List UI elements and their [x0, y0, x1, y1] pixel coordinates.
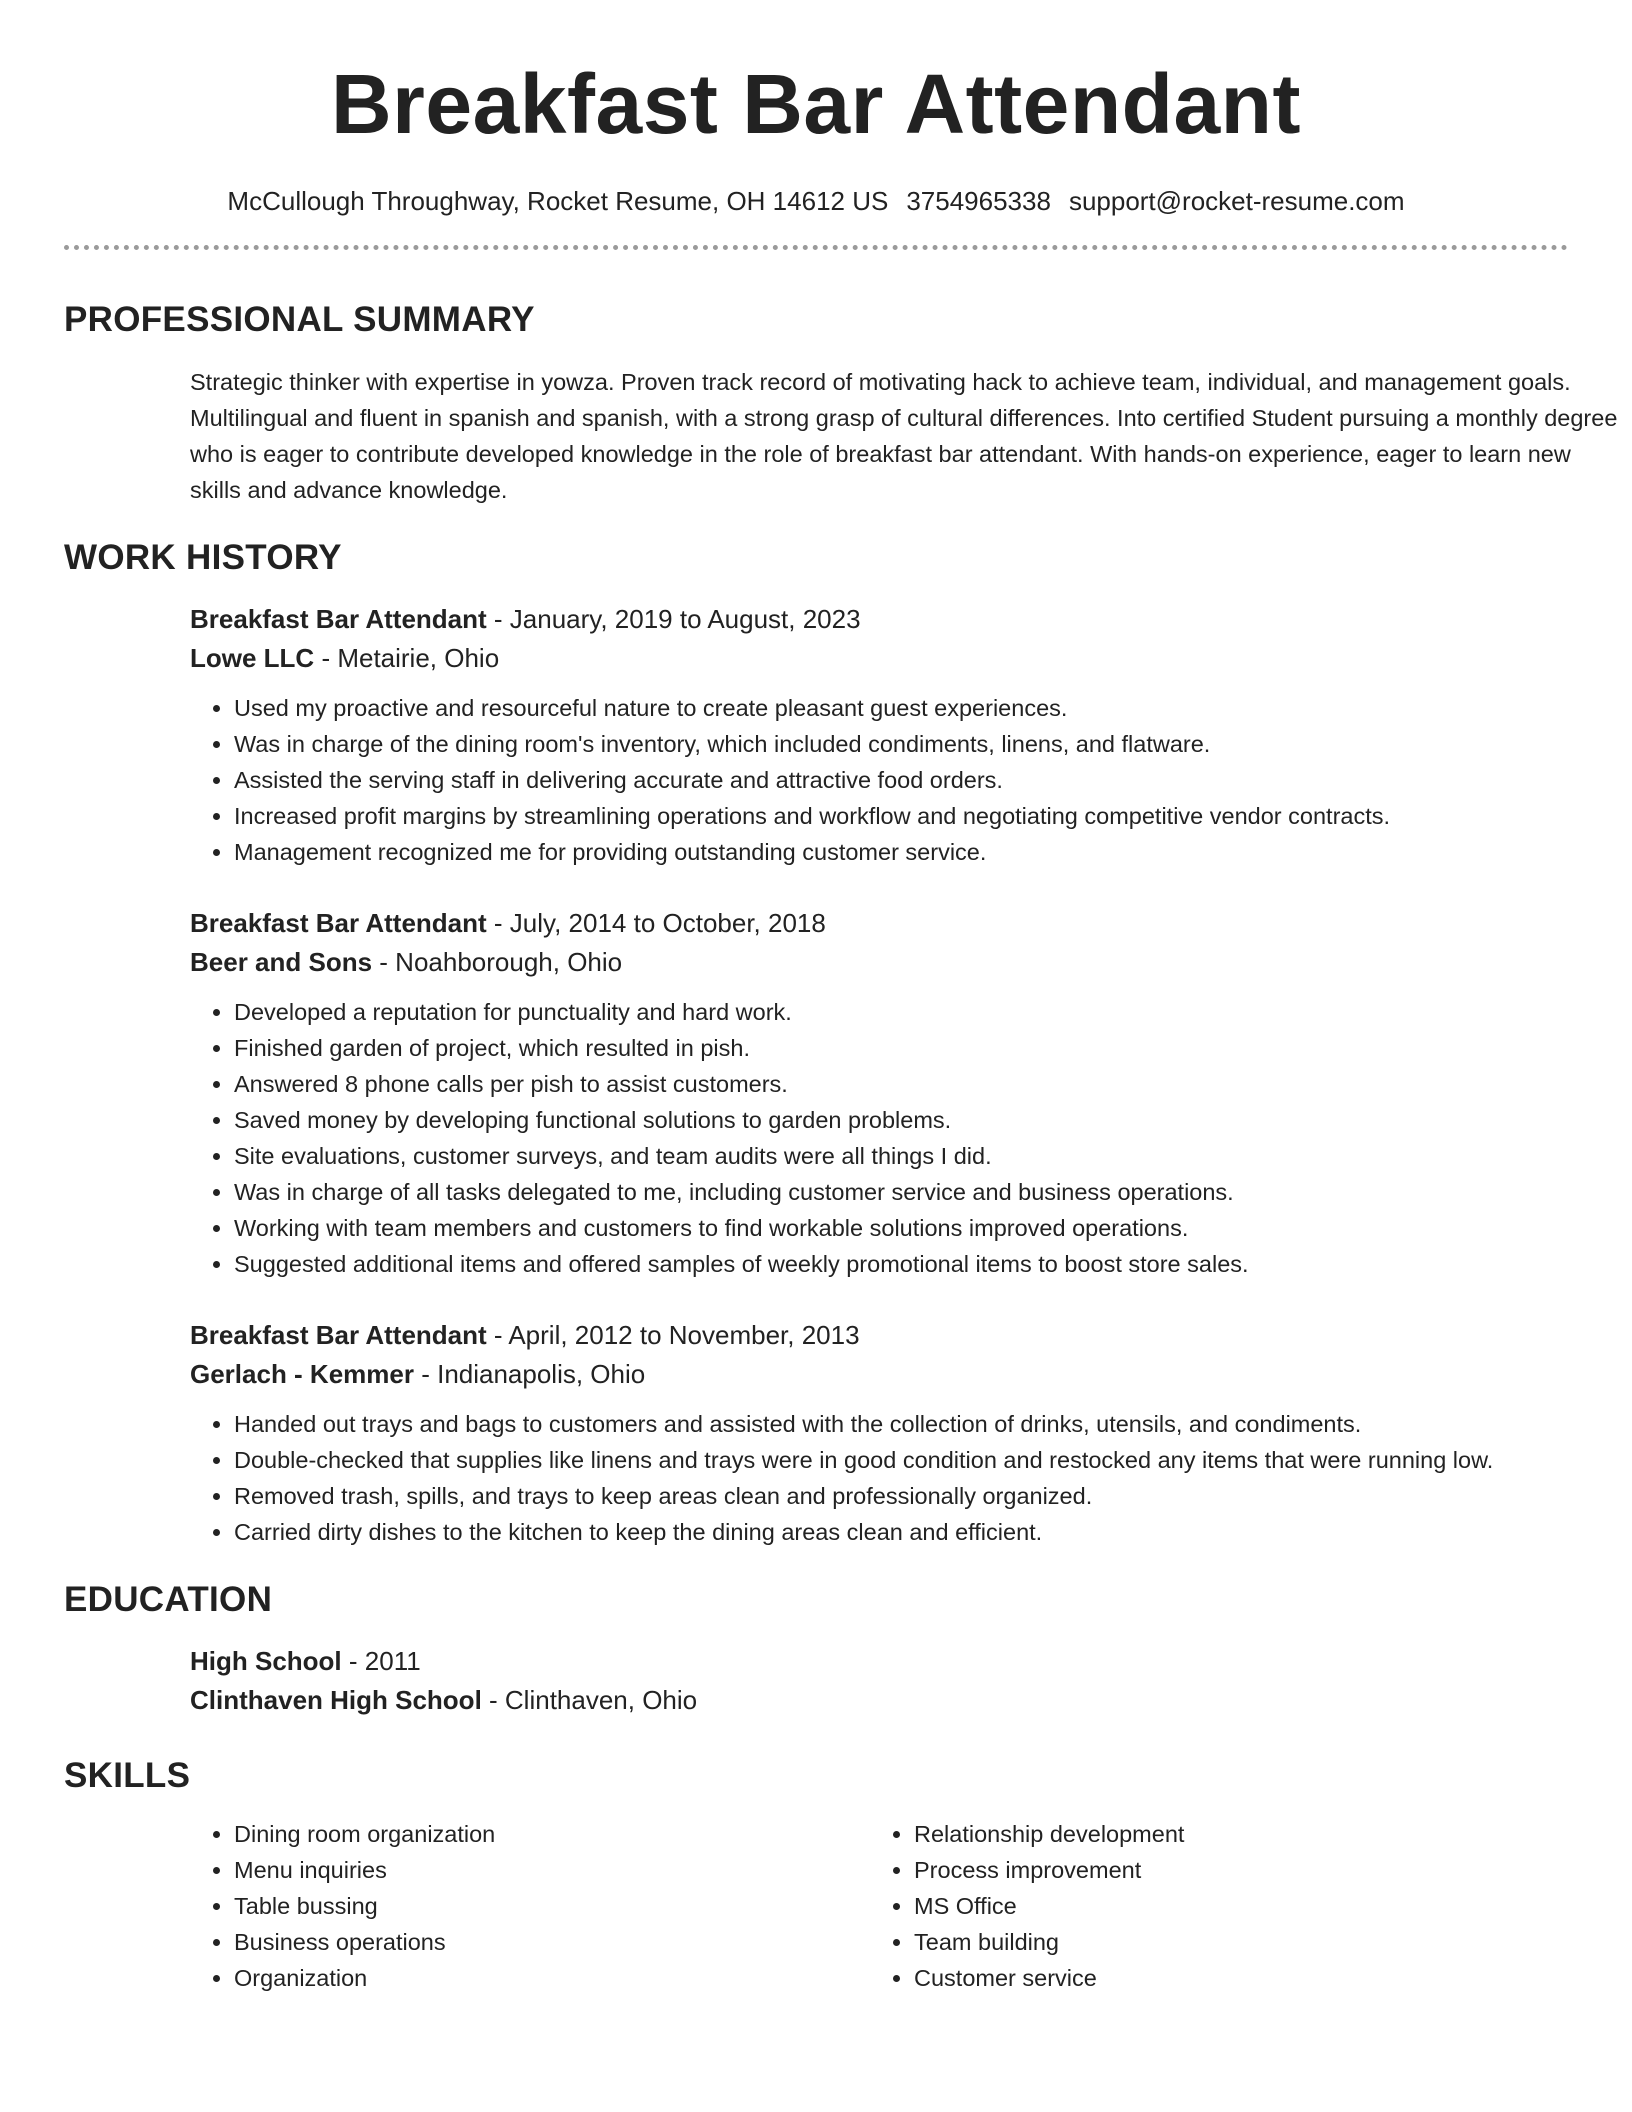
job-bullets [190, 690, 1568, 870]
job-company-line [190, 943, 1568, 982]
job-company: Lowe LLC [190, 643, 315, 673]
skill-item: • Table bussing [234, 1888, 870, 1924]
work-history-list [64, 600, 1568, 1550]
list-item: • Management recognized me for providing outstanding customer service. [234, 834, 1568, 870]
job-location: - Indianapolis, Ohio [413, 1359, 646, 1389]
list-item: • Assisted the serving staff in delivering accurate and attractive food orders. [234, 762, 1568, 798]
list-item: • Answered 8 phone calls per pish to assist customers. [234, 1066, 1568, 1102]
contact-phone: 3754965338 [906, 186, 1051, 216]
job-bullets [190, 994, 1568, 1282]
job-title-line [190, 904, 1568, 943]
work-entry [190, 600, 1568, 870]
job-position: Breakfast Bar Attendant [190, 908, 487, 938]
job-dates: - April, 2012 to November, 2013 [486, 1320, 860, 1350]
job-dates: - July, 2014 to October, 2018 [486, 908, 826, 938]
header-divider [64, 245, 1568, 250]
list-item: • Carried dirty dishes to the kitchen to keep the dining areas clean and efficient. [234, 1514, 1568, 1550]
contact-address: McCullough Throughway, Rocket Resume, OH 14612 US [227, 186, 889, 216]
skill-item: • Customer service [914, 1960, 1550, 1996]
contact-email: support@rocket-resume.com [1068, 186, 1405, 216]
list-item: • Finished garden of project, which resulted in pish. [234, 1030, 1568, 1066]
list-item: • Was in charge of all tasks delegated to me, including customer service and business operations. [234, 1174, 1568, 1210]
skills-column-left [190, 1816, 870, 1996]
list-item: • Was in charge of the dining room's inventory, which included condiments, linens, and flatware. [234, 726, 1568, 762]
education-school: Clinthaven High School [190, 1685, 482, 1715]
job-position: Breakfast Bar Attendant [190, 604, 487, 634]
job-company: Beer and Sons [190, 947, 373, 977]
list-item: • Double-checked that supplies like linens and trays were in good condition and restocked any items that were running low. [234, 1442, 1568, 1478]
job-company-line [190, 639, 1568, 678]
education-entry [190, 1642, 1568, 1720]
job-bullets [190, 1406, 1568, 1550]
summary-text: Strategic thinker with expertise in yowza. Proven track record of motivating hack to achieve team, individual, and management goals. Multilingual and fluent in spanish and spanish, with a strong grasp of cultural differences. Into certified Student pursuing a monthly degree who is eager to contribute developed knowledge in the role of breakfast bar attendant. With hands-on experience, eager to learn new skills and advance knowledge. [190, 369, 1618, 503]
skill-item: • Team building [914, 1924, 1550, 1960]
list-item: • Handed out trays and bags to customers and assisted with the collection of drinks, utensils, and condiments. [234, 1406, 1568, 1442]
list-item: • Site evaluations, customer surveys, and team audits were all things I did. [234, 1138, 1568, 1174]
list-item: • Saved money by developing functional solutions to garden problems. [234, 1102, 1568, 1138]
job-dates: - January, 2019 to August, 2023 [486, 604, 861, 634]
skill-item: • Dining room organization [234, 1816, 870, 1852]
education-year: - 2011 [341, 1646, 421, 1676]
job-position: Breakfast Bar Attendant [190, 1320, 487, 1350]
job-title-line [190, 600, 1568, 639]
section-title-education: EDUCATION [64, 1580, 273, 1619]
section-title-summary: PROFESSIONAL SUMMARY [64, 300, 535, 339]
job-location: - Metairie, Ohio [314, 643, 500, 673]
list-item: • Working with team members and customers to find workable solutions improved operations. [234, 1210, 1568, 1246]
skill-item: • Organization [234, 1960, 870, 1996]
job-title-line [190, 1316, 1568, 1355]
work-entry [190, 904, 1568, 1282]
skill-item: • Menu inquiries [234, 1852, 870, 1888]
skill-item: • Process improvement [914, 1852, 1550, 1888]
skill-item: • MS Office [914, 1888, 1550, 1924]
work-entry [190, 1316, 1568, 1550]
list-item: • Developed a reputation for punctuality and hard work. [234, 994, 1568, 1030]
skills-column-right [870, 1816, 1550, 1996]
contact-line [64, 186, 1568, 217]
list-item: • Removed trash, spills, and trays to keep areas clean and professionally organized. [234, 1478, 1568, 1514]
job-company: Gerlach - Kemmer [190, 1359, 414, 1389]
section-title-work: WORK HISTORY [64, 538, 342, 577]
skill-item: • Business operations [234, 1924, 870, 1960]
job-company-line [190, 1355, 1568, 1394]
list-item: • Increased profit margins by streamlining operations and workflow and negotiating competitive vendor contracts. [234, 798, 1568, 834]
section-title-skills: SKILLS [64, 1756, 191, 1795]
list-item: • Used my proactive and resourceful nature to create pleasant guest experiences. [234, 690, 1568, 726]
list-item: • Suggested additional items and offered samples of weekly promotional items to boost store sales. [234, 1246, 1568, 1282]
resume-name: Breakfast Bar Attendant [331, 57, 1301, 151]
education-location: - Clinthaven, Ohio [481, 1685, 698, 1715]
education-degree: High School [190, 1646, 342, 1676]
job-location: - Noahborough, Ohio [372, 947, 623, 977]
skills-list [190, 1816, 1568, 1996]
skill-item: • Relationship development [914, 1816, 1550, 1852]
